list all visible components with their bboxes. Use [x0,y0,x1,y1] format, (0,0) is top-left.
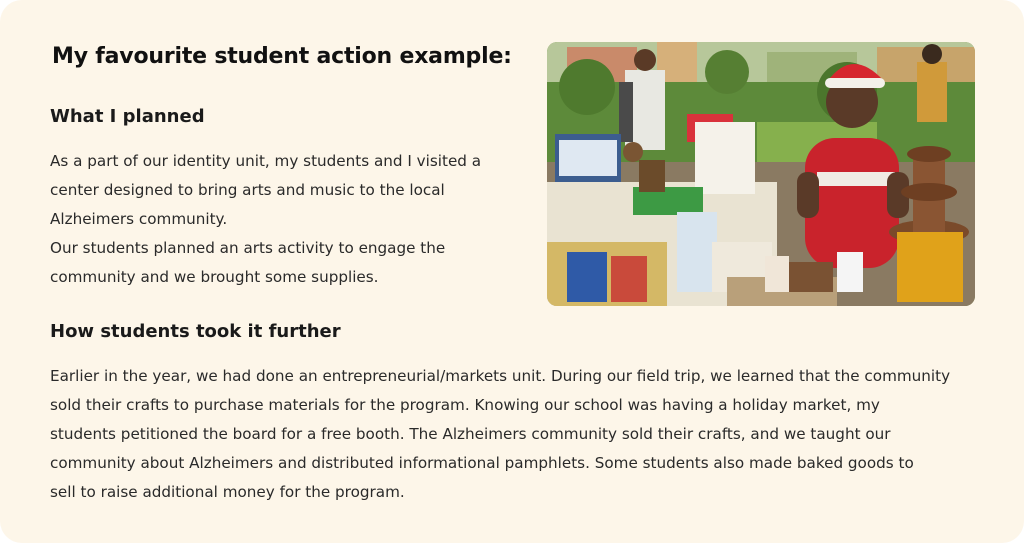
holiday-market-booth-photo [547,42,975,306]
section-heading-further: How students took it further [50,321,341,342]
further-line: students petitioned the board for a free booth. The Alzheimers community sold their crafts, and we taught our [50,425,891,443]
section-heading-planned: What I planned [50,106,205,127]
planned-line: center designed to bring arts and music to the local [50,181,445,199]
planned-line: community and we brought some supplies. [50,268,379,286]
page-title: My favourite student action example: [52,44,512,69]
further-line: Earlier in the year, we had done an entrepreneurial/markets unit. During our field trip, we learned that the community [50,367,951,385]
further-line: sold their crafts to purchase materials for the program. Knowing our school was having a holiday market, my [50,396,880,414]
further-line: community about Alzheimers and distributed informational pamphlets. Some students also made baked goods to [50,454,914,472]
planned-line: Alzheimers community. [50,210,228,228]
planned-line: Our students planned an arts activity to engage the [50,239,446,257]
further-line: sell to raise additional money for the program. [50,483,405,501]
planned-line: As a part of our identity unit, my students and I visited a [50,152,482,170]
planned-paragraph [50,147,520,292]
further-paragraph [50,362,990,507]
